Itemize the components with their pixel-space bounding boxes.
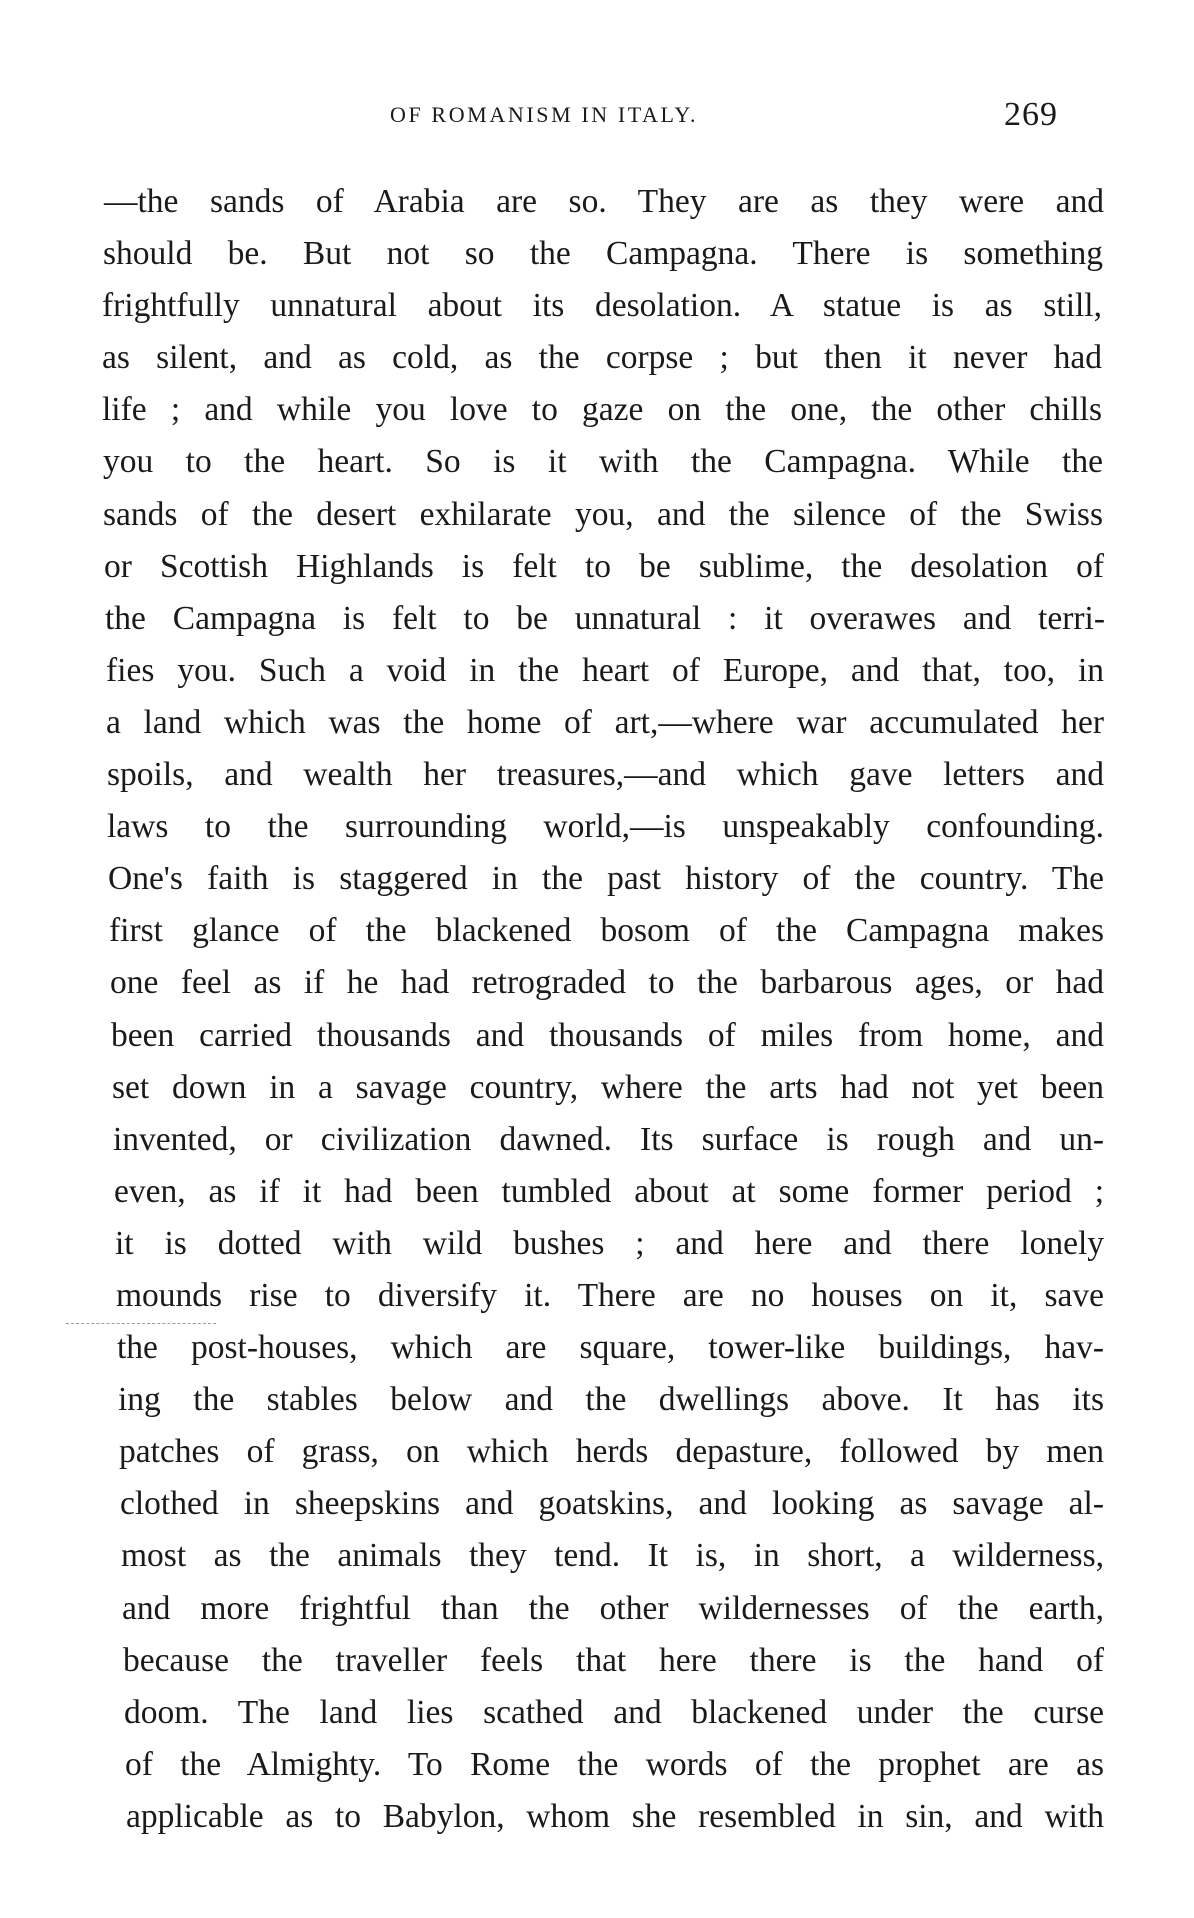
text-line: set down in a savage country, where the arts had not yet been [112, 1068, 1104, 1106]
text-line: life ; and while you love to gaze on the one, the other chills [102, 391, 1102, 429]
text-line: it is dotted with wild bushes ; and here and there lonely [115, 1224, 1104, 1262]
text-line: the post-houses, which are square, tower-like buildings, hav- [117, 1329, 1104, 1367]
text-line: sands of the desert exhilarate you, and the silence of the Swiss [103, 495, 1103, 533]
text-line: the Campagna is felt to be unnatural : it overawes and terri- [105, 599, 1105, 637]
text-line: or Scottish Highlands is felt to be sublime, the desolation of [104, 547, 1104, 585]
text-line: been carried thousands and thousands of miles from home, and [111, 1016, 1104, 1054]
running-title: OF ROMANISM IN ITALY. [390, 102, 699, 127]
text-line: first glance of the blackened bosom of the Campagna makes [109, 912, 1104, 950]
text-line: most as the animals they tend. It is, in short, a wilderness, [121, 1537, 1104, 1575]
text-line: —the sands of Arabia are so. They are as they were and [104, 183, 1104, 220]
text-line: a land which was the home of art,—where war accumulated her [106, 703, 1104, 741]
text-line: laws to the surrounding world,—is unspeakably confounding. [107, 808, 1104, 846]
body-text [104, 176, 1104, 1843]
text-line: and more frightful than the other wildernesses of the earth, [122, 1589, 1104, 1627]
text-line: spoils, and wealth her treasures,—and which gave letters and [107, 756, 1104, 794]
text-line: one feel as if he had retrograded to the barbarous ages, or had [110, 964, 1104, 1002]
text-line: applicable as to Babylon, whom she resembled in sin, and with [126, 1797, 1104, 1835]
page-number: 269 [1004, 96, 1058, 133]
text-line: frightfully unnatural about its desolation. A statue is as still, [102, 287, 1102, 325]
text-line: should be. But not so the Campagna. There is something [103, 235, 1103, 273]
text-line: even, as if it had been tumbled about at some former period ; [114, 1172, 1104, 1210]
text-line: because the traveller feels that here there is the hand of [123, 1641, 1104, 1679]
text-line: clothed in sheepskins and goatskins, and looking as savage al- [120, 1485, 1104, 1523]
text-line: invented, or civilization dawned. Its surface is rough and un- [113, 1120, 1104, 1158]
text-line: mounds rise to diversify it. There are no houses on it, save [116, 1276, 1104, 1314]
text-line: you to the heart. So is it with the Campagna. While the [103, 443, 1103, 481]
text-line: fies you. Such a void in the heart of Europe, and that, too, in [106, 651, 1104, 689]
text-line: doom. The land lies scathed and blackened under the curse [124, 1693, 1104, 1731]
text-line: ing the stables below and the dwellings above. It has its [118, 1381, 1104, 1419]
text-line: as silent, and as cold, as the corpse ; but then it never had [102, 339, 1102, 377]
text-line: patches of grass, on which herds depasture, followed by men [119, 1433, 1104, 1471]
text-line: of the Almighty. To Rome the words of the prophet are as [125, 1745, 1104, 1783]
running-head [0, 96, 1194, 136]
text-line: One's faith is staggered in the past history of the country. The [108, 860, 1104, 898]
